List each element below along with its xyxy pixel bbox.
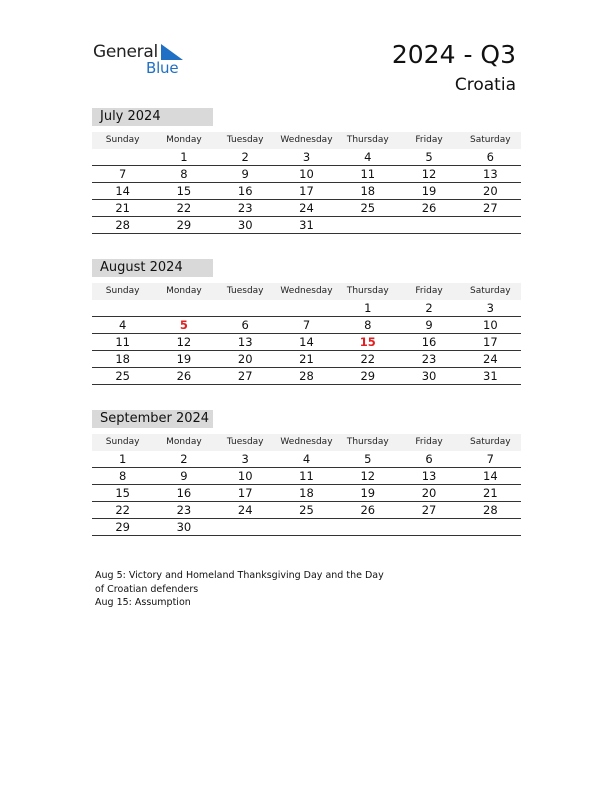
weekday-header-row (92, 434, 521, 451)
day-cell: 22 (176, 201, 192, 215)
weekday-label: Friday (415, 286, 443, 296)
day-cell: 18 (360, 184, 376, 198)
day-cell (276, 300, 337, 316)
day-cell: 6 (241, 318, 249, 332)
holiday-date: 5 (179, 318, 188, 332)
holiday-note: Aug 5: Victory and Homeland Thanksgiving Day and the Day of Croatian defenders (95, 570, 384, 595)
day-cell: 31 (483, 369, 498, 383)
weekday-label: Wednesday (280, 286, 333, 296)
month-title: September 2024 (92, 410, 213, 428)
week-row (92, 183, 521, 200)
weekday-label: Monday (166, 437, 202, 447)
day-cell: 22 (115, 503, 130, 517)
day-cell: 8 (364, 318, 372, 332)
weekday-label: Tuesday (226, 135, 264, 145)
week-row (92, 217, 521, 234)
day-cell: 4 (364, 150, 372, 164)
day-cell: 30 (421, 369, 437, 383)
holiday-date: 15 (359, 335, 376, 349)
day-cell: 1 (364, 301, 372, 315)
logo-triangle-icon (161, 44, 183, 60)
day-cell: 17 (299, 184, 314, 198)
weekday-label: Sunday (105, 286, 140, 296)
weekday-header-row (92, 132, 521, 149)
generalblue-logo (93, 40, 193, 78)
day-cell: 11 (115, 335, 130, 349)
day-cell: 9 (241, 167, 249, 181)
day-cell: 27 (237, 369, 253, 383)
weekday-label: Saturday (470, 437, 511, 447)
day-cell: 25 (115, 369, 130, 383)
page-title: 2024 - Q3 (391, 40, 516, 69)
day-cell (92, 149, 153, 165)
country-name: Croatia (454, 75, 516, 95)
day-cell (92, 300, 153, 316)
day-cell: 28 (483, 503, 498, 517)
day-cell: 30 (237, 218, 253, 232)
day-cell: 12 (421, 167, 437, 181)
day-cell: 16 (237, 184, 253, 198)
day-cell: 22 (360, 352, 376, 366)
week-row (92, 451, 521, 468)
day-cell: 12 (176, 335, 192, 349)
day-cell: 15 (176, 184, 192, 198)
day-cell: 16 (421, 335, 437, 349)
day-cell (460, 519, 521, 535)
day-cell: 2 (241, 150, 249, 164)
day-cell: 21 (483, 486, 498, 500)
day-cell: 25 (360, 201, 376, 215)
weekday-label: Friday (415, 135, 443, 145)
day-cell: 20 (483, 184, 498, 198)
day-cell: 14 (483, 469, 498, 483)
weekday-label: Thursday (346, 135, 389, 145)
day-cell: 1 (180, 150, 188, 164)
day-cell: 17 (237, 486, 253, 500)
day-cell: 24 (483, 352, 498, 366)
week-row (92, 502, 521, 519)
day-cell: 6 (425, 452, 433, 466)
day-cell: 15 (115, 486, 130, 500)
day-cell: 29 (176, 218, 192, 232)
day-cell: 17 (483, 335, 498, 349)
weekday-label: Saturday (470, 286, 511, 296)
day-cell (215, 300, 276, 316)
day-cell: 12 (360, 469, 376, 483)
day-cell: 21 (115, 201, 130, 215)
day-cell: 14 (299, 335, 314, 349)
day-cell: 7 (302, 318, 311, 332)
day-cell: 29 (360, 369, 376, 383)
day-cell: 14 (115, 184, 130, 198)
day-cell: 2 (180, 452, 188, 466)
day-cell (398, 217, 459, 233)
weekday-label: Thursday (346, 286, 389, 296)
weekday-label: Saturday (470, 135, 511, 145)
month-grid (92, 283, 521, 385)
day-cell: 18 (299, 486, 314, 500)
week-row (92, 485, 521, 502)
day-cell: 5 (364, 452, 372, 466)
day-cell (398, 519, 459, 535)
day-cell: 23 (421, 352, 437, 366)
day-cell: 3 (486, 301, 494, 315)
day-cell: 26 (176, 369, 192, 383)
day-cell: 16 (176, 486, 192, 500)
day-cell (337, 519, 398, 535)
month-calendar (92, 410, 521, 536)
day-cell: 28 (299, 369, 314, 383)
week-row (92, 149, 521, 166)
month-grid (92, 132, 521, 234)
day-cell: 10 (237, 469, 253, 483)
day-cell: 11 (360, 167, 376, 181)
holiday-notes (95, 569, 395, 610)
weekday-label: Wednesday (280, 437, 333, 447)
month-title: August 2024 (92, 259, 213, 277)
day-cell: 28 (115, 218, 130, 232)
month-title: July 2024 (92, 108, 213, 126)
day-cell: 19 (176, 352, 192, 366)
day-cell: 10 (299, 167, 314, 181)
logo-text-general: General (93, 42, 158, 62)
day-cell: 24 (299, 201, 314, 215)
day-cell: 30 (176, 520, 192, 534)
weekday-label: Thursday (346, 437, 389, 447)
month-calendar (92, 108, 521, 234)
day-cell: 3 (302, 150, 311, 164)
weekday-label: Tuesday (226, 437, 264, 447)
day-cell (276, 519, 337, 535)
day-cell: 10 (483, 318, 498, 332)
day-cell (337, 217, 398, 233)
day-cell: 27 (421, 503, 437, 517)
week-row (92, 368, 521, 385)
holiday-note: Aug 15: Assumption (95, 597, 191, 608)
day-cell: 13 (237, 335, 253, 349)
day-cell: 21 (299, 352, 314, 366)
day-cell: 13 (421, 469, 437, 483)
weekday-label: Monday (166, 286, 202, 296)
day-cell: 8 (118, 469, 127, 483)
day-cell: 13 (483, 167, 498, 181)
logo-text-blue: Blue (146, 59, 179, 77)
day-cell: 25 (299, 503, 314, 517)
day-cell: 31 (299, 218, 314, 232)
day-cell: 6 (486, 150, 494, 164)
weekday-label: Tuesday (226, 286, 264, 296)
day-cell: 19 (421, 184, 437, 198)
day-cell: 8 (180, 167, 188, 181)
weekday-header-row (92, 283, 521, 300)
month-grid (92, 434, 521, 536)
weekday-label: Monday (166, 135, 202, 145)
day-cell (153, 300, 214, 316)
week-row (92, 200, 521, 217)
weekday-label: Friday (415, 437, 443, 447)
weekday-label: Sunday (105, 135, 140, 145)
day-cell: 20 (421, 486, 437, 500)
week-row (92, 519, 521, 536)
weekday-label: Wednesday (280, 135, 333, 145)
day-cell: 7 (118, 167, 127, 181)
week-row (92, 317, 521, 334)
day-cell: 11 (299, 469, 314, 483)
day-cell: 3 (241, 452, 249, 466)
day-cell: 23 (237, 201, 253, 215)
week-row (92, 351, 521, 368)
weekday-label: Sunday (105, 437, 140, 447)
week-row (92, 300, 521, 317)
day-cell: 4 (302, 452, 311, 466)
day-cell: 4 (118, 318, 127, 332)
day-cell (215, 519, 276, 535)
week-row (92, 468, 521, 485)
day-cell (460, 217, 521, 233)
day-cell: 29 (115, 520, 130, 534)
day-cell: 9 (180, 469, 188, 483)
day-cell: 20 (237, 352, 253, 366)
day-cell: 5 (425, 150, 433, 164)
day-cell: 7 (486, 452, 494, 466)
week-row (92, 166, 521, 183)
day-cell: 26 (421, 201, 437, 215)
day-cell: 1 (118, 452, 127, 466)
day-cell: 23 (176, 503, 192, 517)
day-cell: 2 (425, 301, 433, 315)
day-cell: 24 (237, 503, 253, 517)
day-cell: 27 (483, 201, 498, 215)
day-cell: 19 (360, 486, 376, 500)
day-cell: 9 (425, 318, 433, 332)
month-calendar (92, 259, 521, 385)
day-cell: 26 (360, 503, 376, 517)
day-cell: 18 (115, 352, 130, 366)
week-row (92, 334, 521, 351)
